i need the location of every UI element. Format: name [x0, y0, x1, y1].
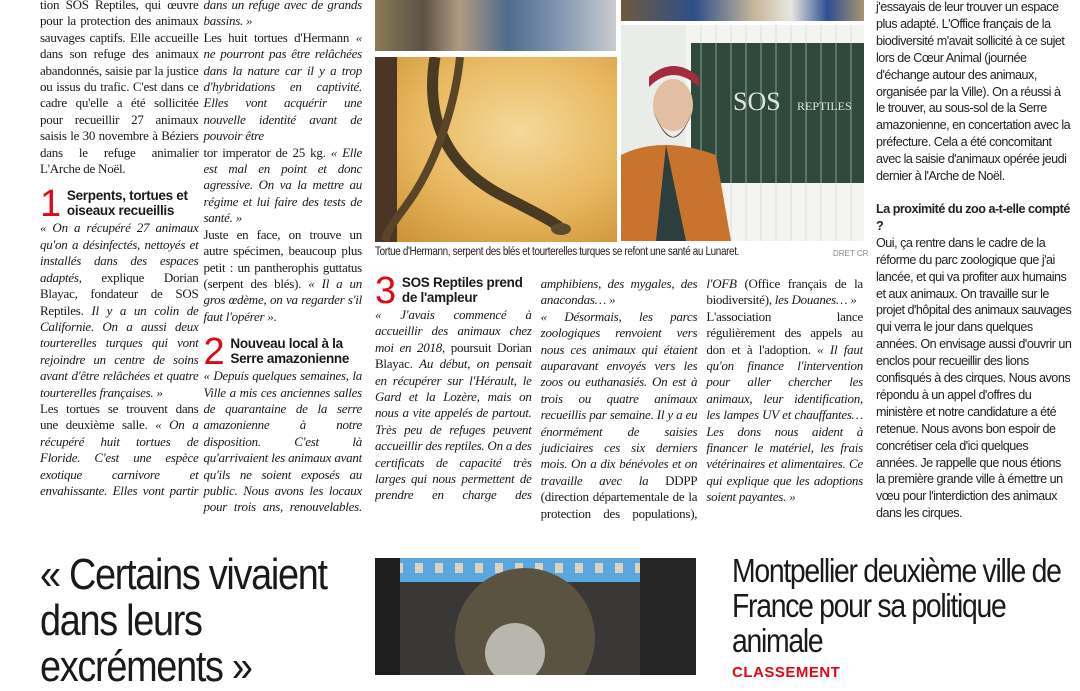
section-title: SOS Reptiles prend de l'ampleur: [401, 276, 523, 305]
body-text: Les huit tortues d'Hermann: [203, 29, 356, 45]
body-text: DDPP (direction départementale de la protection des populations),: [540, 472, 698, 521]
quote-text: « On a récupéré huit tortues de Floride. C'est une espèce exotique carnivore et envahissante. Elles vont partir dans un refuge avec de grands bassins. »: [40, 0, 362, 498]
section-title: Nouveau local à la Serre amazonienne: [230, 336, 350, 366]
paragraph: [706, 309, 863, 506]
paragraph: [40, 220, 199, 400]
photo-corn-snake: [375, 57, 617, 242]
article-columns-3-5: [375, 276, 863, 532]
section-heading: [375, 276, 532, 312]
photo-caption: Tortue d'Hermann, serpent des blés et tourterelles turques se refont une santé au Lunaret.: [375, 246, 740, 258]
interview-answer: Oui, ça rentre dans le cadre de la réforme du parc zoologique que j'ai lancée, et qui va profiter aux humains et aux animaux. On travaille sur le projet d'hôpital des animaux sauvages qui verra le jour dans quelques années. On envisage aussi d'ouvrir un enclos pour recueillir des lions confisqués à des cirques. Nous avons répondu à un appel d'offres du ministère et notre candidature a été retenue. Nous avons bon espoir de concrétiser cela d'ici quelques années. Je rappelle que nous étions la première grande ville à émettre un vœu pour l'interdiction des animaux dans les cirques.: [876, 235, 1072, 521]
body-text: Les tortues se trouvent dans une deuxième salle.: [40, 400, 199, 433]
paragraph: [204, 30, 363, 145]
body-text: , explique Dorian Blayac, fondateur de SOS Reptiles.: [40, 269, 199, 318]
paragraph: [40, 0, 199, 177]
section-title: Serpents, tortues et oiseaux recueillis: [66, 188, 188, 218]
body-text: .: [273, 308, 277, 324]
quote-text: Au début, on pensait en récupérer sur l'Hérault, le Gard et la Lozère, mais on nous a vite appelés de partout. Très peu de refuges peuvent accueillir des reptiles. On a des certificats de capacité très larges qui nous permettent de prendre en charge des amphibiens, des mygales, des anacondas… »: [375, 276, 698, 503]
quote-text: « Désormais, les parcs zoologiques renvoient vers nous ces animaux qui étaient auparavant envoyés vers les zoos ou euthanasiés. On est à trois ou quatre animaux recueillis par semaine. Il y a eu énormément de saisies judiciaires ces six derniers mois. On a dix bénévoles et on travaille avec la: [540, 308, 698, 488]
interview-answer: j'essayais de leur trouver un espace plus adapté. L'Office français de la biodiversité m'avait sollicité à ce sujet lors de Cœur Animal (journée d'échange autour des animaux, organisée par la Ville). On a réussi à le trouver, au sous-sol de la Serre amazonienne, en concertation avec la préfecture. Cela a été concomitant avec la saisie d'animaux opérée jeudi dernier à l'Arche de Noël.: [876, 0, 1071, 184]
quote-text: les Douanes… »: [774, 292, 857, 308]
paragraph: [204, 227, 363, 325]
photo-credit: DRET CR: [833, 249, 869, 258]
section-number: 2: [203, 331, 225, 374]
section-number: 3: [375, 276, 396, 312]
body-text: (Office français de la biodiversité),: [706, 276, 863, 308]
body-text: tor imperator de 25 kg.: [203, 144, 331, 160]
quote-text: « ne pourront pas être relâchées dans la nature car il y a trop d'hybridations en captivité. Elles vont acquérir une nouvelle identité avant de pouvoir être: [203, 29, 362, 144]
interview-question: La proximité du zoo a-t-elle compté ?: [876, 201, 1070, 233]
photo-tortoise: [375, 0, 616, 51]
quote-text: « On a récupéré 27 animaux qu'on a désinfectés, nettoyés et installés dans des espaces adaptés: [40, 220, 199, 285]
body-text: Juste en face, on trouve un autre spécimen, beaucoup plus petit : un pantherophis guttatus (serpent des blés).: [203, 226, 362, 291]
body-text: , poursuit Dorian Blayac.: [375, 339, 532, 372]
body-text: tion SOS Reptiles, qui œuvre pour la protection des animaux sauvages captifs. Elle accueille dans son refuge des animaux abandonnés, saisie par la justice ou issus du trafic. C'est dans ce cadre qu'elle a été sollicitée pour recueillir 27 animaux saisis le 30 novembre à Béziers dans le refuge animalier L'Arche de Noël.: [40, 0, 199, 177]
quote-text: « Elle est mal en point et donc agressive. On va la mettre au régime et lui faire des tests de santé. »: [203, 144, 362, 226]
photo-cage: [621, 0, 864, 21]
quote-text: « J'avais commencé à accueillir des animaux chez moi en 2018: [375, 307, 532, 355]
section-number: 1: [40, 183, 61, 226]
quote-text: Il y a un colin de Californie. On a aussi deux tourterelles turques qui vont rejoindre un centre de soins avant d'être relâchées et quatre tourterelles françaises. »: [40, 302, 199, 400]
paragraph: [204, 145, 363, 227]
article-columns-1-2: [40, 0, 362, 530]
interview-column: [876, 0, 1072, 522]
photo-dorian-blayac: [621, 25, 864, 241]
quote-text: « Depuis quelques semaines, la Ville a mis ces anciennes salles de quarantaine de la serre amazonienne à notre disposition. C'est là qu'arrivaient les animaux avant qu'ils ne soient exposés au public. Nous avons les locaux pour trois ans, renouvelables.: [203, 368, 362, 515]
quote-headline: « Certains vivaient dans leurs excréments »: [40, 550, 327, 691]
quote-text: « Il a un gros œdème, on va regarder s'il faut l'opérer »: [203, 275, 362, 324]
section-kicker: CLASSEMENT: [732, 664, 841, 681]
body-text: L'association lance régulièrement des appels au don et à l'adoption.: [706, 308, 863, 357]
quote-text: « Il faut qu'on finance l'intervention pour aller chercher les animaux, leur identification, les lampes UV et chauffantes… Les dons nous aident à financer le matériel, les frais vétérinaires et alimentaires. Ce qui explique que les adoptions soient payantes. »: [706, 341, 863, 505]
section-heading: [40, 183, 199, 226]
photo-turtle-crate: [375, 558, 696, 675]
section-heading: [203, 331, 363, 374]
svg-text:SOS: SOS: [733, 87, 781, 116]
side-headline: Montpellier deuxième ville de France pour sa politique animale: [732, 552, 1061, 659]
quote-text: l'OFB: [706, 276, 745, 291]
svg-text:REPTILES: REPTILES: [797, 99, 852, 113]
